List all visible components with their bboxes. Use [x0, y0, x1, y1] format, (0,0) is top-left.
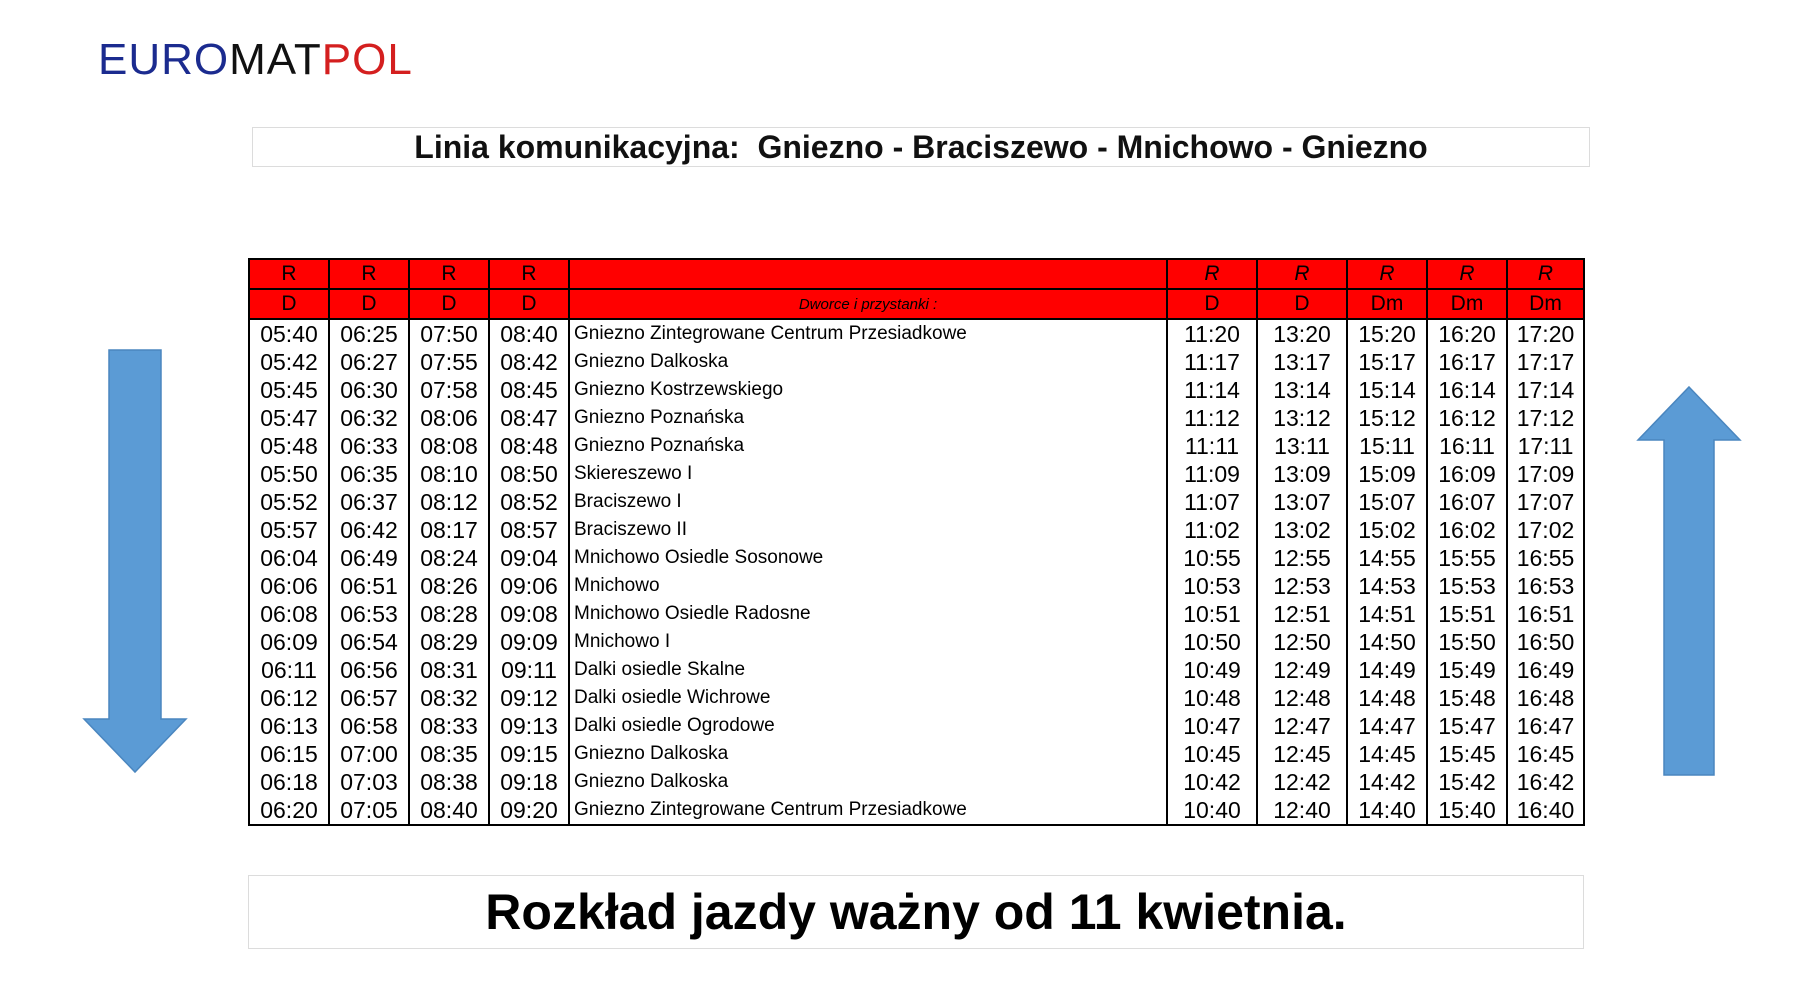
station-name: Gniezno Zintegrowane Centrum Przesiadkowe	[569, 796, 1167, 825]
return-time: 16:42	[1507, 768, 1584, 796]
return-time: 15:47	[1427, 712, 1507, 740]
return-time: 12:51	[1257, 600, 1347, 628]
departure-time: 07:55	[409, 348, 489, 376]
return-time: 15:48	[1427, 684, 1507, 712]
table-row	[249, 572, 1584, 600]
return-time: 12:47	[1257, 712, 1347, 740]
return-time: 10:42	[1167, 768, 1257, 796]
departure-time: 06:25	[329, 319, 409, 348]
header-row-service	[249, 259, 1584, 289]
departure-time: 07:50	[409, 319, 489, 348]
header-cell-service: R	[489, 259, 569, 289]
table-row	[249, 460, 1584, 488]
return-time: 13:11	[1257, 432, 1347, 460]
table-row	[249, 712, 1584, 740]
logo-part-euro: EURO	[98, 35, 230, 84]
departure-time: 08:40	[489, 319, 569, 348]
return-time: 10:53	[1167, 572, 1257, 600]
departure-time: 05:42	[249, 348, 329, 376]
return-time: 11:14	[1167, 376, 1257, 404]
return-time: 14:50	[1347, 628, 1427, 656]
departure-time: 08:57	[489, 516, 569, 544]
return-time: 11:11	[1167, 432, 1257, 460]
station-name: Gniezno Dalkoska	[569, 768, 1167, 796]
return-time: 16:09	[1427, 460, 1507, 488]
return-time: 16:45	[1507, 740, 1584, 768]
return-time: 13:14	[1257, 376, 1347, 404]
departure-time: 06:54	[329, 628, 409, 656]
return-time: 13:20	[1257, 319, 1347, 348]
departure-time: 08:47	[489, 404, 569, 432]
station-name: Mnichowo I	[569, 628, 1167, 656]
return-time: 15:45	[1427, 740, 1507, 768]
departure-time: 08:29	[409, 628, 489, 656]
table-row	[249, 376, 1584, 404]
header-cell-service: R	[1257, 259, 1347, 289]
return-time: 14:45	[1347, 740, 1427, 768]
departure-time: 08:38	[409, 768, 489, 796]
return-time: 14:40	[1347, 796, 1427, 825]
table-row	[249, 404, 1584, 432]
table-row	[249, 488, 1584, 516]
departure-time: 09:08	[489, 600, 569, 628]
station-name: Dalki osiedle Ogrodowe	[569, 712, 1167, 740]
return-time: 16:20	[1427, 319, 1507, 348]
departure-time: 09:15	[489, 740, 569, 768]
station-name: Gniezno Dalkoska	[569, 348, 1167, 376]
departure-time: 08:17	[409, 516, 489, 544]
departure-time: 06:04	[249, 544, 329, 572]
departure-time: 06:30	[329, 376, 409, 404]
station-name: Gniezno Zintegrowane Centrum Przesiadkowe	[569, 319, 1167, 348]
return-time: 15:02	[1347, 516, 1427, 544]
header-cell-days: D	[329, 289, 409, 319]
departure-time: 06:13	[249, 712, 329, 740]
return-time: 15:09	[1347, 460, 1427, 488]
departure-time: 09:06	[489, 572, 569, 600]
departure-time: 08:45	[489, 376, 569, 404]
departure-time: 08:26	[409, 572, 489, 600]
return-time: 10:51	[1167, 600, 1257, 628]
return-time: 15:55	[1427, 544, 1507, 572]
departure-time: 08:08	[409, 432, 489, 460]
departure-time: 08:12	[409, 488, 489, 516]
departure-time: 06:08	[249, 600, 329, 628]
station-name: Skiereszewo I	[569, 460, 1167, 488]
return-time: 12:42	[1257, 768, 1347, 796]
return-time: 16:50	[1507, 628, 1584, 656]
return-time: 14:47	[1347, 712, 1427, 740]
return-time: 13:02	[1257, 516, 1347, 544]
header-cell-service: R	[1347, 259, 1427, 289]
header-cell-days: Dm	[1347, 289, 1427, 319]
departure-time: 06:15	[249, 740, 329, 768]
return-time: 11:02	[1167, 516, 1257, 544]
departure-time: 06:18	[249, 768, 329, 796]
return-time: 11:17	[1167, 348, 1257, 376]
departure-time: 09:12	[489, 684, 569, 712]
return-time: 11:12	[1167, 404, 1257, 432]
departure-time: 06:06	[249, 572, 329, 600]
table-row	[249, 656, 1584, 684]
return-time: 16:49	[1507, 656, 1584, 684]
departure-time: 06:33	[329, 432, 409, 460]
header-cell-days: D	[1257, 289, 1347, 319]
return-time: 17:17	[1507, 348, 1584, 376]
return-time: 10:55	[1167, 544, 1257, 572]
return-time: 10:40	[1167, 796, 1257, 825]
departure-time: 08:33	[409, 712, 489, 740]
return-time: 12:49	[1257, 656, 1347, 684]
return-time: 15:17	[1347, 348, 1427, 376]
return-time: 15:20	[1347, 319, 1427, 348]
departure-time: 06:53	[329, 600, 409, 628]
return-time: 17:12	[1507, 404, 1584, 432]
station-name: Mnichowo	[569, 572, 1167, 600]
return-time: 14:55	[1347, 544, 1427, 572]
logo-part-pol: POL	[321, 35, 413, 84]
return-time: 11:20	[1167, 319, 1257, 348]
route-title-box	[252, 127, 1590, 167]
return-time: 10:48	[1167, 684, 1257, 712]
header-cell-days: D	[409, 289, 489, 319]
table-row	[249, 796, 1584, 825]
return-time: 16:14	[1427, 376, 1507, 404]
departure-time: 09:13	[489, 712, 569, 740]
departure-time: 08:48	[489, 432, 569, 460]
return-time: 12:40	[1257, 796, 1347, 825]
table-row	[249, 544, 1584, 572]
departure-time: 09:20	[489, 796, 569, 825]
return-time: 15:14	[1347, 376, 1427, 404]
return-time: 17:20	[1507, 319, 1584, 348]
departure-time: 06:35	[329, 460, 409, 488]
departure-time: 09:18	[489, 768, 569, 796]
return-time: 15:11	[1347, 432, 1427, 460]
stations-header: Dworce i przystanki :	[569, 289, 1167, 319]
table-row	[249, 684, 1584, 712]
return-time: 14:51	[1347, 600, 1427, 628]
station-name: Gniezno Poznańska	[569, 432, 1167, 460]
return-time: 17:07	[1507, 488, 1584, 516]
table-row	[249, 432, 1584, 460]
table-row	[249, 319, 1584, 348]
departure-time: 06:20	[249, 796, 329, 825]
return-time: 13:17	[1257, 348, 1347, 376]
return-time: 12:45	[1257, 740, 1347, 768]
return-time: 10:50	[1167, 628, 1257, 656]
departure-time: 07:03	[329, 768, 409, 796]
table-row	[249, 628, 1584, 656]
departure-time: 08:28	[409, 600, 489, 628]
return-time: 16:40	[1507, 796, 1584, 825]
station-name: Dalki osiedle Skalne	[569, 656, 1167, 684]
header-cell-days: D	[489, 289, 569, 319]
return-time: 12:53	[1257, 572, 1347, 600]
return-time: 12:55	[1257, 544, 1347, 572]
return-time: 17:02	[1507, 516, 1584, 544]
header-cell-blank	[569, 259, 1167, 289]
header-cell-service: R	[409, 259, 489, 289]
station-name: Mnichowo Osiedle Radosne	[569, 600, 1167, 628]
route-title-prefix: Linia komunikacyjna:	[414, 128, 740, 165]
return-time: 10:45	[1167, 740, 1257, 768]
return-time: 13:12	[1257, 404, 1347, 432]
return-time: 10:47	[1167, 712, 1257, 740]
departure-time: 05:57	[249, 516, 329, 544]
table-row	[249, 516, 1584, 544]
departure-time: 08:35	[409, 740, 489, 768]
return-time: 12:50	[1257, 628, 1347, 656]
departure-time: 06:51	[329, 572, 409, 600]
departure-time: 06:27	[329, 348, 409, 376]
return-time: 12:48	[1257, 684, 1347, 712]
station-name: Gniezno Poznańska	[569, 404, 1167, 432]
return-time: 17:11	[1507, 432, 1584, 460]
header-row-days	[249, 289, 1584, 319]
return-time: 13:09	[1257, 460, 1347, 488]
departure-time: 08:06	[409, 404, 489, 432]
departure-time: 08:10	[409, 460, 489, 488]
return-time: 15:49	[1427, 656, 1507, 684]
departure-time: 05:50	[249, 460, 329, 488]
departure-time: 06:32	[329, 404, 409, 432]
return-time: 16:53	[1507, 572, 1584, 600]
return-time: 11:07	[1167, 488, 1257, 516]
return-time: 15:40	[1427, 796, 1507, 825]
table-row	[249, 600, 1584, 628]
table-row	[249, 740, 1584, 768]
departure-time: 07:58	[409, 376, 489, 404]
return-time: 16:51	[1507, 600, 1584, 628]
station-name: Gniezno Dalkoska	[569, 740, 1167, 768]
validity-note: Rozkład jazdy ważny od 11 kwietnia.	[485, 884, 1347, 940]
departure-time: 08:42	[489, 348, 569, 376]
return-time: 15:42	[1427, 768, 1507, 796]
departure-time: 09:11	[489, 656, 569, 684]
departure-time: 06:49	[329, 544, 409, 572]
return-time: 16:47	[1507, 712, 1584, 740]
return-time: 13:07	[1257, 488, 1347, 516]
departure-time: 06:11	[249, 656, 329, 684]
return-time: 16:07	[1427, 488, 1507, 516]
departure-time: 08:52	[489, 488, 569, 516]
departure-time: 06:12	[249, 684, 329, 712]
station-name: Gniezno Kostrzewskiego	[569, 376, 1167, 404]
departure-time: 06:58	[329, 712, 409, 740]
return-time: 15:51	[1427, 600, 1507, 628]
logo-part-mat: MAT	[229, 35, 322, 84]
return-time: 15:53	[1427, 572, 1507, 600]
table-row	[249, 768, 1584, 796]
departure-time: 06:56	[329, 656, 409, 684]
arrow-down-icon	[82, 349, 188, 775]
departure-time: 08:40	[409, 796, 489, 825]
departure-time: 06:57	[329, 684, 409, 712]
return-time: 14:53	[1347, 572, 1427, 600]
return-time: 15:07	[1347, 488, 1427, 516]
header-cell-service: R	[1507, 259, 1584, 289]
header-cell-service: R	[249, 259, 329, 289]
departure-time: 05:45	[249, 376, 329, 404]
route-title-name: Gniezno - Braciszewo - Mnichowo - Gniezno	[757, 128, 1428, 165]
departure-time: 08:31	[409, 656, 489, 684]
timetable	[248, 258, 1585, 826]
station-name: Braciszewo I	[569, 488, 1167, 516]
table-row	[249, 348, 1584, 376]
departure-time: 05:47	[249, 404, 329, 432]
euromatpol-logo	[98, 35, 413, 84]
departure-time: 09:04	[489, 544, 569, 572]
station-name: Braciszewo II	[569, 516, 1167, 544]
return-time: 15:50	[1427, 628, 1507, 656]
return-time: 11:09	[1167, 460, 1257, 488]
return-time: 15:12	[1347, 404, 1427, 432]
departure-time: 08:50	[489, 460, 569, 488]
validity-note-box	[248, 875, 1584, 949]
departure-time: 08:24	[409, 544, 489, 572]
return-time: 16:11	[1427, 432, 1507, 460]
return-time: 17:14	[1507, 376, 1584, 404]
return-time: 16:02	[1427, 516, 1507, 544]
return-time: 14:49	[1347, 656, 1427, 684]
return-time: 17:09	[1507, 460, 1584, 488]
header-cell-days: Dm	[1507, 289, 1584, 319]
header-cell-days: D	[1167, 289, 1257, 319]
arrow-up-icon	[1636, 385, 1742, 777]
departure-time: 08:32	[409, 684, 489, 712]
header-cell-service: R	[329, 259, 409, 289]
departure-time: 05:40	[249, 319, 329, 348]
return-time: 16:17	[1427, 348, 1507, 376]
header-cell-service: R	[1167, 259, 1257, 289]
departure-time: 06:37	[329, 488, 409, 516]
header-cell-service: R	[1427, 259, 1507, 289]
station-name: Mnichowo Osiedle Sosonowe	[569, 544, 1167, 572]
departure-time: 05:48	[249, 432, 329, 460]
station-name: Dalki osiedle Wichrowe	[569, 684, 1167, 712]
return-time: 16:55	[1507, 544, 1584, 572]
return-time: 10:49	[1167, 656, 1257, 684]
departure-time: 05:52	[249, 488, 329, 516]
departure-time: 06:09	[249, 628, 329, 656]
departure-time: 09:09	[489, 628, 569, 656]
return-time: 14:42	[1347, 768, 1427, 796]
return-time: 16:48	[1507, 684, 1584, 712]
header-cell-days: Dm	[1427, 289, 1507, 319]
return-time: 16:12	[1427, 404, 1507, 432]
departure-time: 07:00	[329, 740, 409, 768]
return-time: 14:48	[1347, 684, 1427, 712]
departure-time: 06:42	[329, 516, 409, 544]
departure-time: 07:05	[329, 796, 409, 825]
header-cell-days: D	[249, 289, 329, 319]
